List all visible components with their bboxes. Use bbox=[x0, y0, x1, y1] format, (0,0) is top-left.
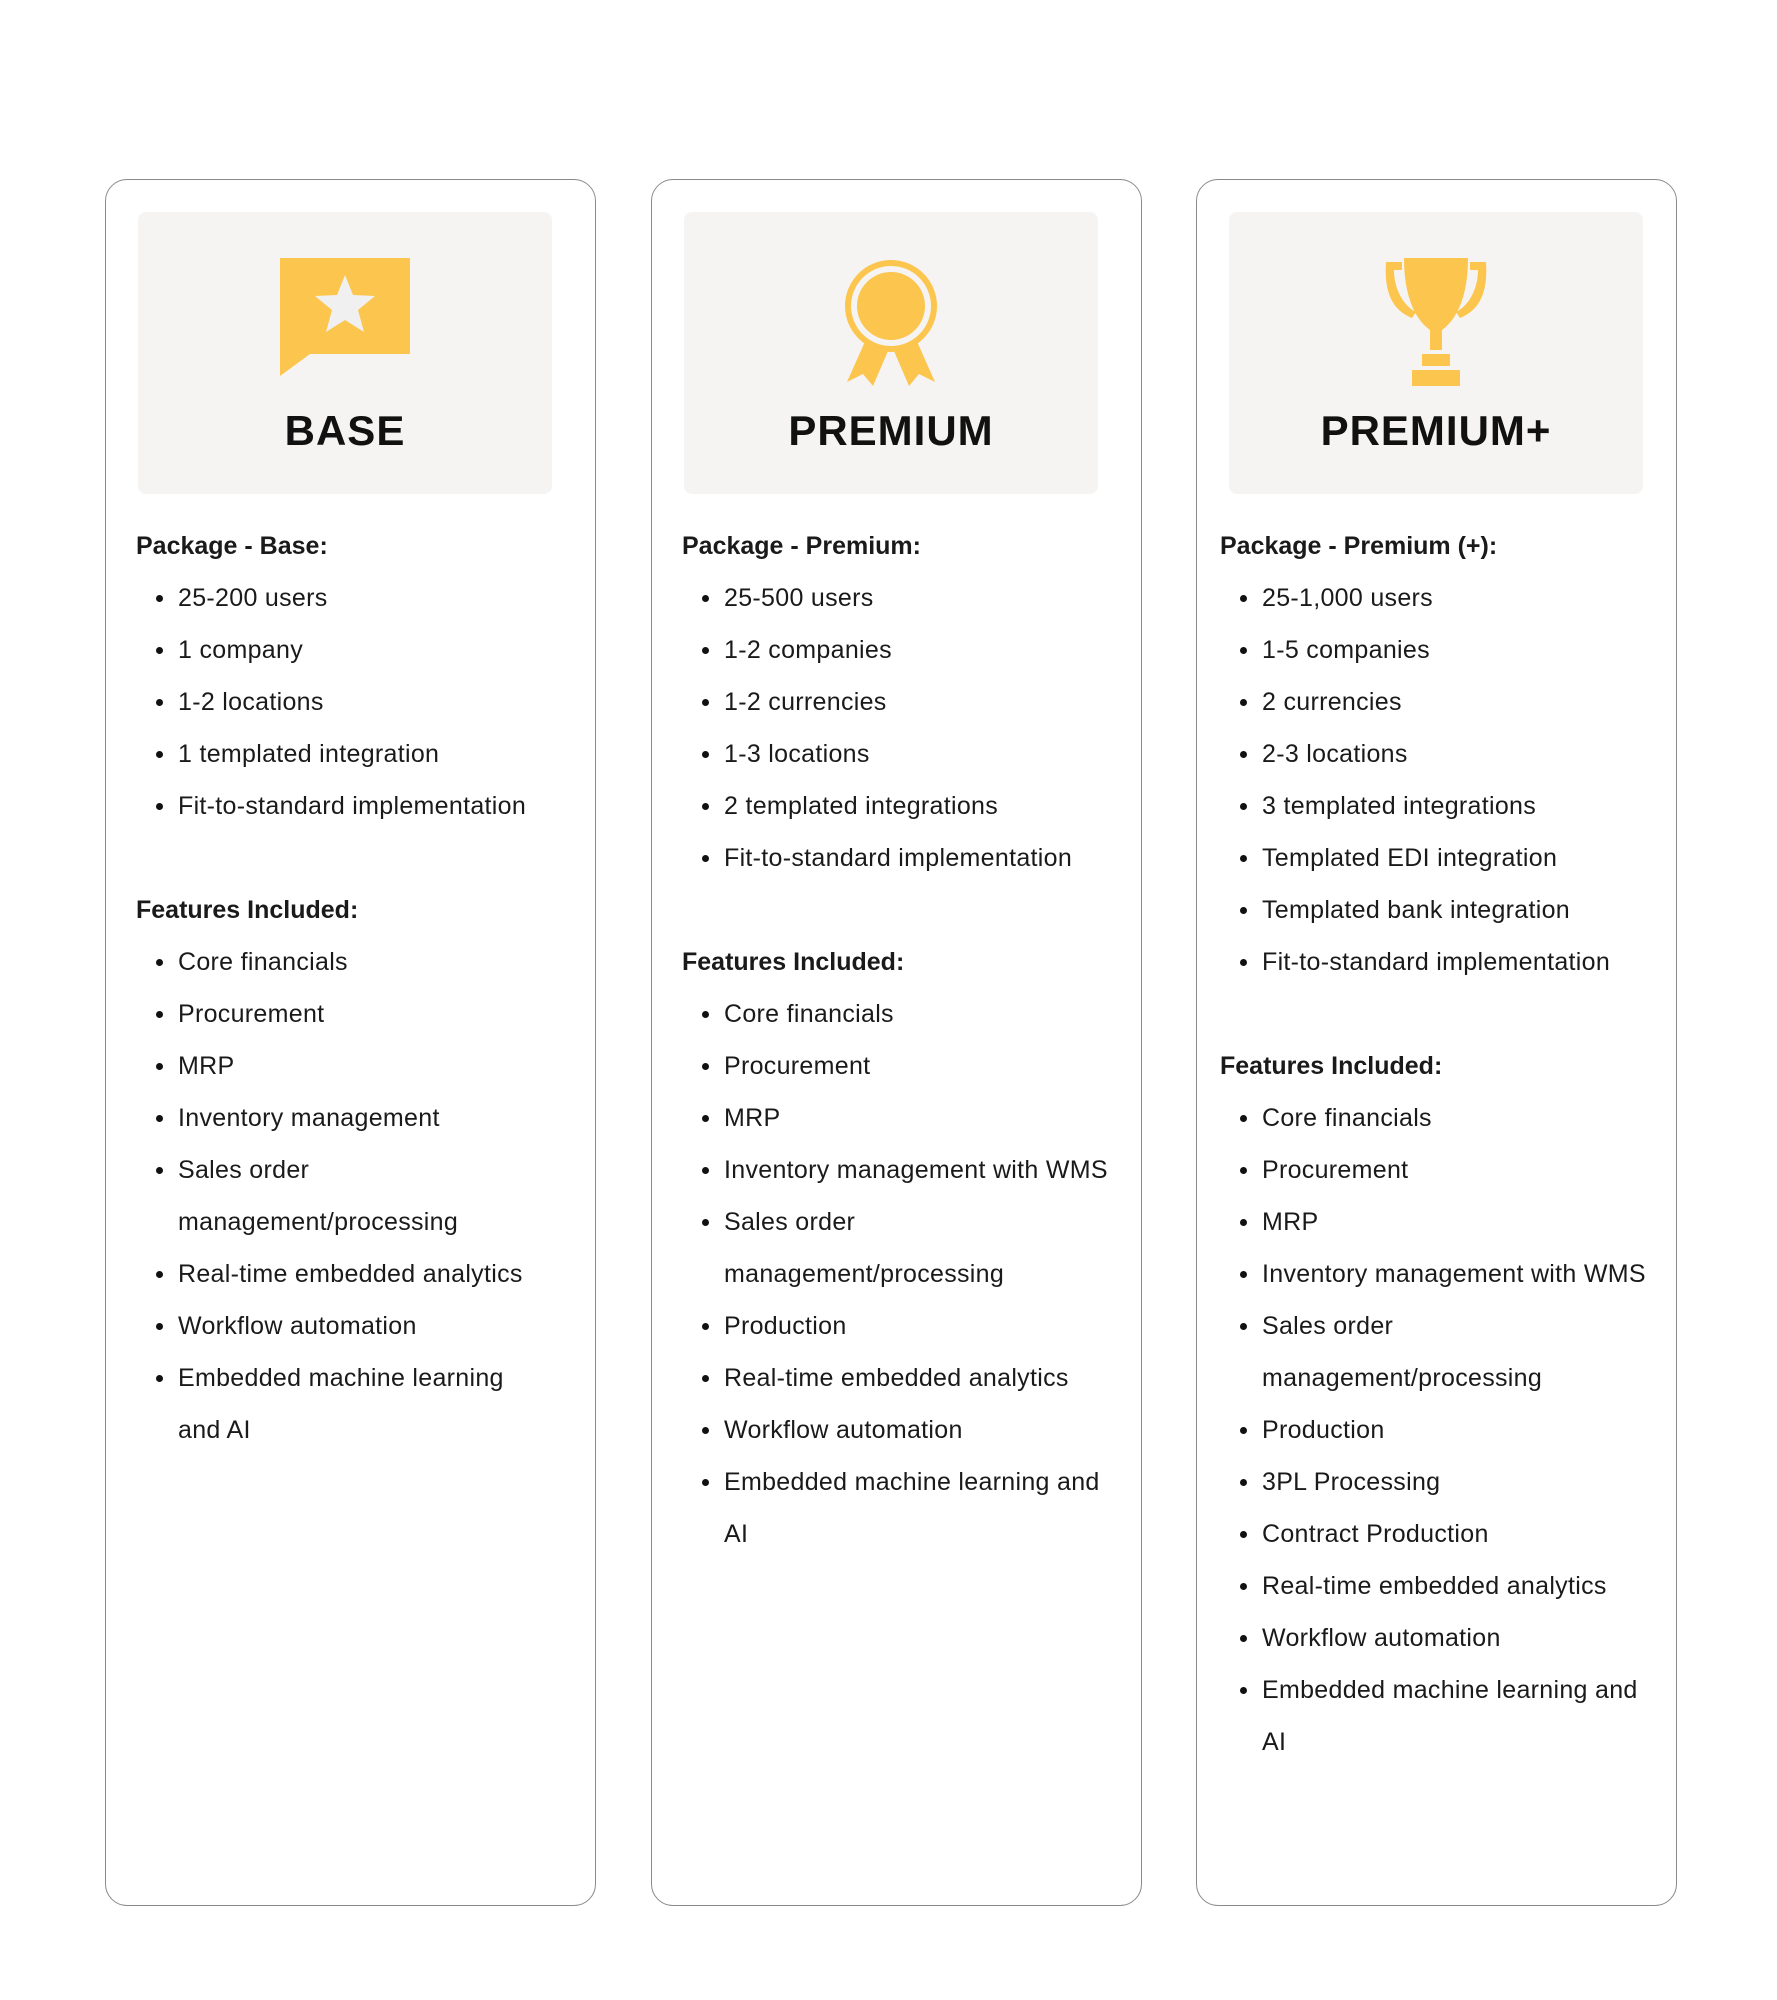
list-item: Templated EDI integration bbox=[1220, 832, 1666, 884]
plan-title: BASE bbox=[284, 407, 406, 454]
plan-title: PREMIUM+ bbox=[1320, 407, 1552, 454]
list-item: Real-time embedded analytics bbox=[1220, 1560, 1702, 1612]
list-item: Fit-to-standard implementation bbox=[1220, 936, 1666, 988]
list-item: Real-time embedded analytics bbox=[682, 1352, 1164, 1404]
list-item: Core financials bbox=[682, 988, 1082, 1040]
features-list bbox=[1220, 1092, 1646, 1768]
list-item: 1 company bbox=[136, 624, 585, 676]
list-item: 3 templated integrations bbox=[1220, 780, 1666, 832]
list-item: Procurement bbox=[136, 988, 506, 1040]
list-item: Workflow automation bbox=[136, 1300, 506, 1352]
plan-title: PREMIUM bbox=[788, 407, 994, 454]
list-item: 2-3 locations bbox=[1220, 728, 1666, 780]
card-header bbox=[684, 212, 1098, 494]
card-header bbox=[138, 212, 552, 494]
list-item: Inventory management with WMS bbox=[1220, 1248, 1652, 1300]
list-item: Procurement bbox=[682, 1040, 1082, 1092]
features-heading: Features Included: bbox=[1220, 1052, 1443, 1080]
list-item: 1-5 companies bbox=[1220, 624, 1666, 676]
star-badge-icon bbox=[280, 258, 410, 376]
list-item: MRP bbox=[1220, 1196, 1620, 1248]
list-item: 2 templated integrations bbox=[682, 780, 1131, 832]
features-heading: Features Included: bbox=[682, 948, 905, 976]
award-ribbon-icon bbox=[841, 258, 941, 386]
list-item: Core financials bbox=[136, 936, 506, 988]
list-item: 1-2 locations bbox=[136, 676, 585, 728]
list-item: Production bbox=[682, 1300, 1082, 1352]
list-item: MRP bbox=[136, 1040, 506, 1092]
list-item: Workflow automation bbox=[682, 1404, 1082, 1456]
list-item: 1 templated integration bbox=[136, 728, 585, 780]
list-item: Fit-to-standard implementation bbox=[682, 832, 1131, 884]
list-item: Templated bank integration bbox=[1220, 884, 1666, 936]
list-item: Workflow automation bbox=[1220, 1612, 1620, 1664]
list-item: 1-3 locations bbox=[682, 728, 1131, 780]
list-item: 25-200 users bbox=[136, 572, 585, 624]
list-item: Embedded machine learning and AI bbox=[682, 1456, 1114, 1560]
list-item: Sales order management/processing bbox=[1220, 1300, 1602, 1404]
list-item: Embedded machine learning and AI bbox=[1220, 1664, 1652, 1768]
list-item: Fit-to-standard implementation bbox=[136, 780, 585, 832]
list-item: Production bbox=[1220, 1404, 1620, 1456]
list-item: Sales order management/processing bbox=[682, 1196, 1064, 1300]
list-item: Sales order management/processing bbox=[136, 1144, 506, 1248]
list-item: Embedded machine learning and AI bbox=[136, 1352, 506, 1456]
list-item: MRP bbox=[682, 1092, 1082, 1144]
list-item: Core financials bbox=[1220, 1092, 1620, 1144]
list-item: Contract Production bbox=[1220, 1508, 1620, 1560]
list-item: Inventory management bbox=[136, 1092, 506, 1144]
package-list bbox=[682, 572, 1131, 884]
package-heading: Package - Premium: bbox=[682, 532, 921, 560]
list-item: Procurement bbox=[1220, 1144, 1620, 1196]
list-item: 3PL Processing bbox=[1220, 1456, 1620, 1508]
pricing-card-premium-plus bbox=[1196, 179, 1677, 1906]
package-heading: Package - Premium (+): bbox=[1220, 532, 1498, 560]
package-list bbox=[136, 572, 585, 832]
list-item: 1-2 companies bbox=[682, 624, 1131, 676]
package-list bbox=[1220, 572, 1666, 988]
list-item: 25-1,000 users bbox=[1220, 572, 1666, 624]
card-header bbox=[1229, 212, 1643, 494]
list-item: 2 currencies bbox=[1220, 676, 1666, 728]
list-item: 1-2 currencies bbox=[682, 676, 1131, 728]
features-list bbox=[136, 936, 523, 1456]
list-item: 25-500 users bbox=[682, 572, 1131, 624]
list-item: Real-time embedded analytics bbox=[136, 1248, 598, 1300]
features-list bbox=[682, 988, 1108, 1560]
list-item: Inventory management with WMS bbox=[682, 1144, 1114, 1196]
trophy-icon bbox=[1376, 258, 1496, 386]
features-heading: Features Included: bbox=[136, 896, 359, 924]
pricing-card-premium bbox=[651, 179, 1142, 1906]
package-heading: Package - Base: bbox=[136, 532, 328, 560]
pricing-card-base bbox=[105, 179, 596, 1906]
